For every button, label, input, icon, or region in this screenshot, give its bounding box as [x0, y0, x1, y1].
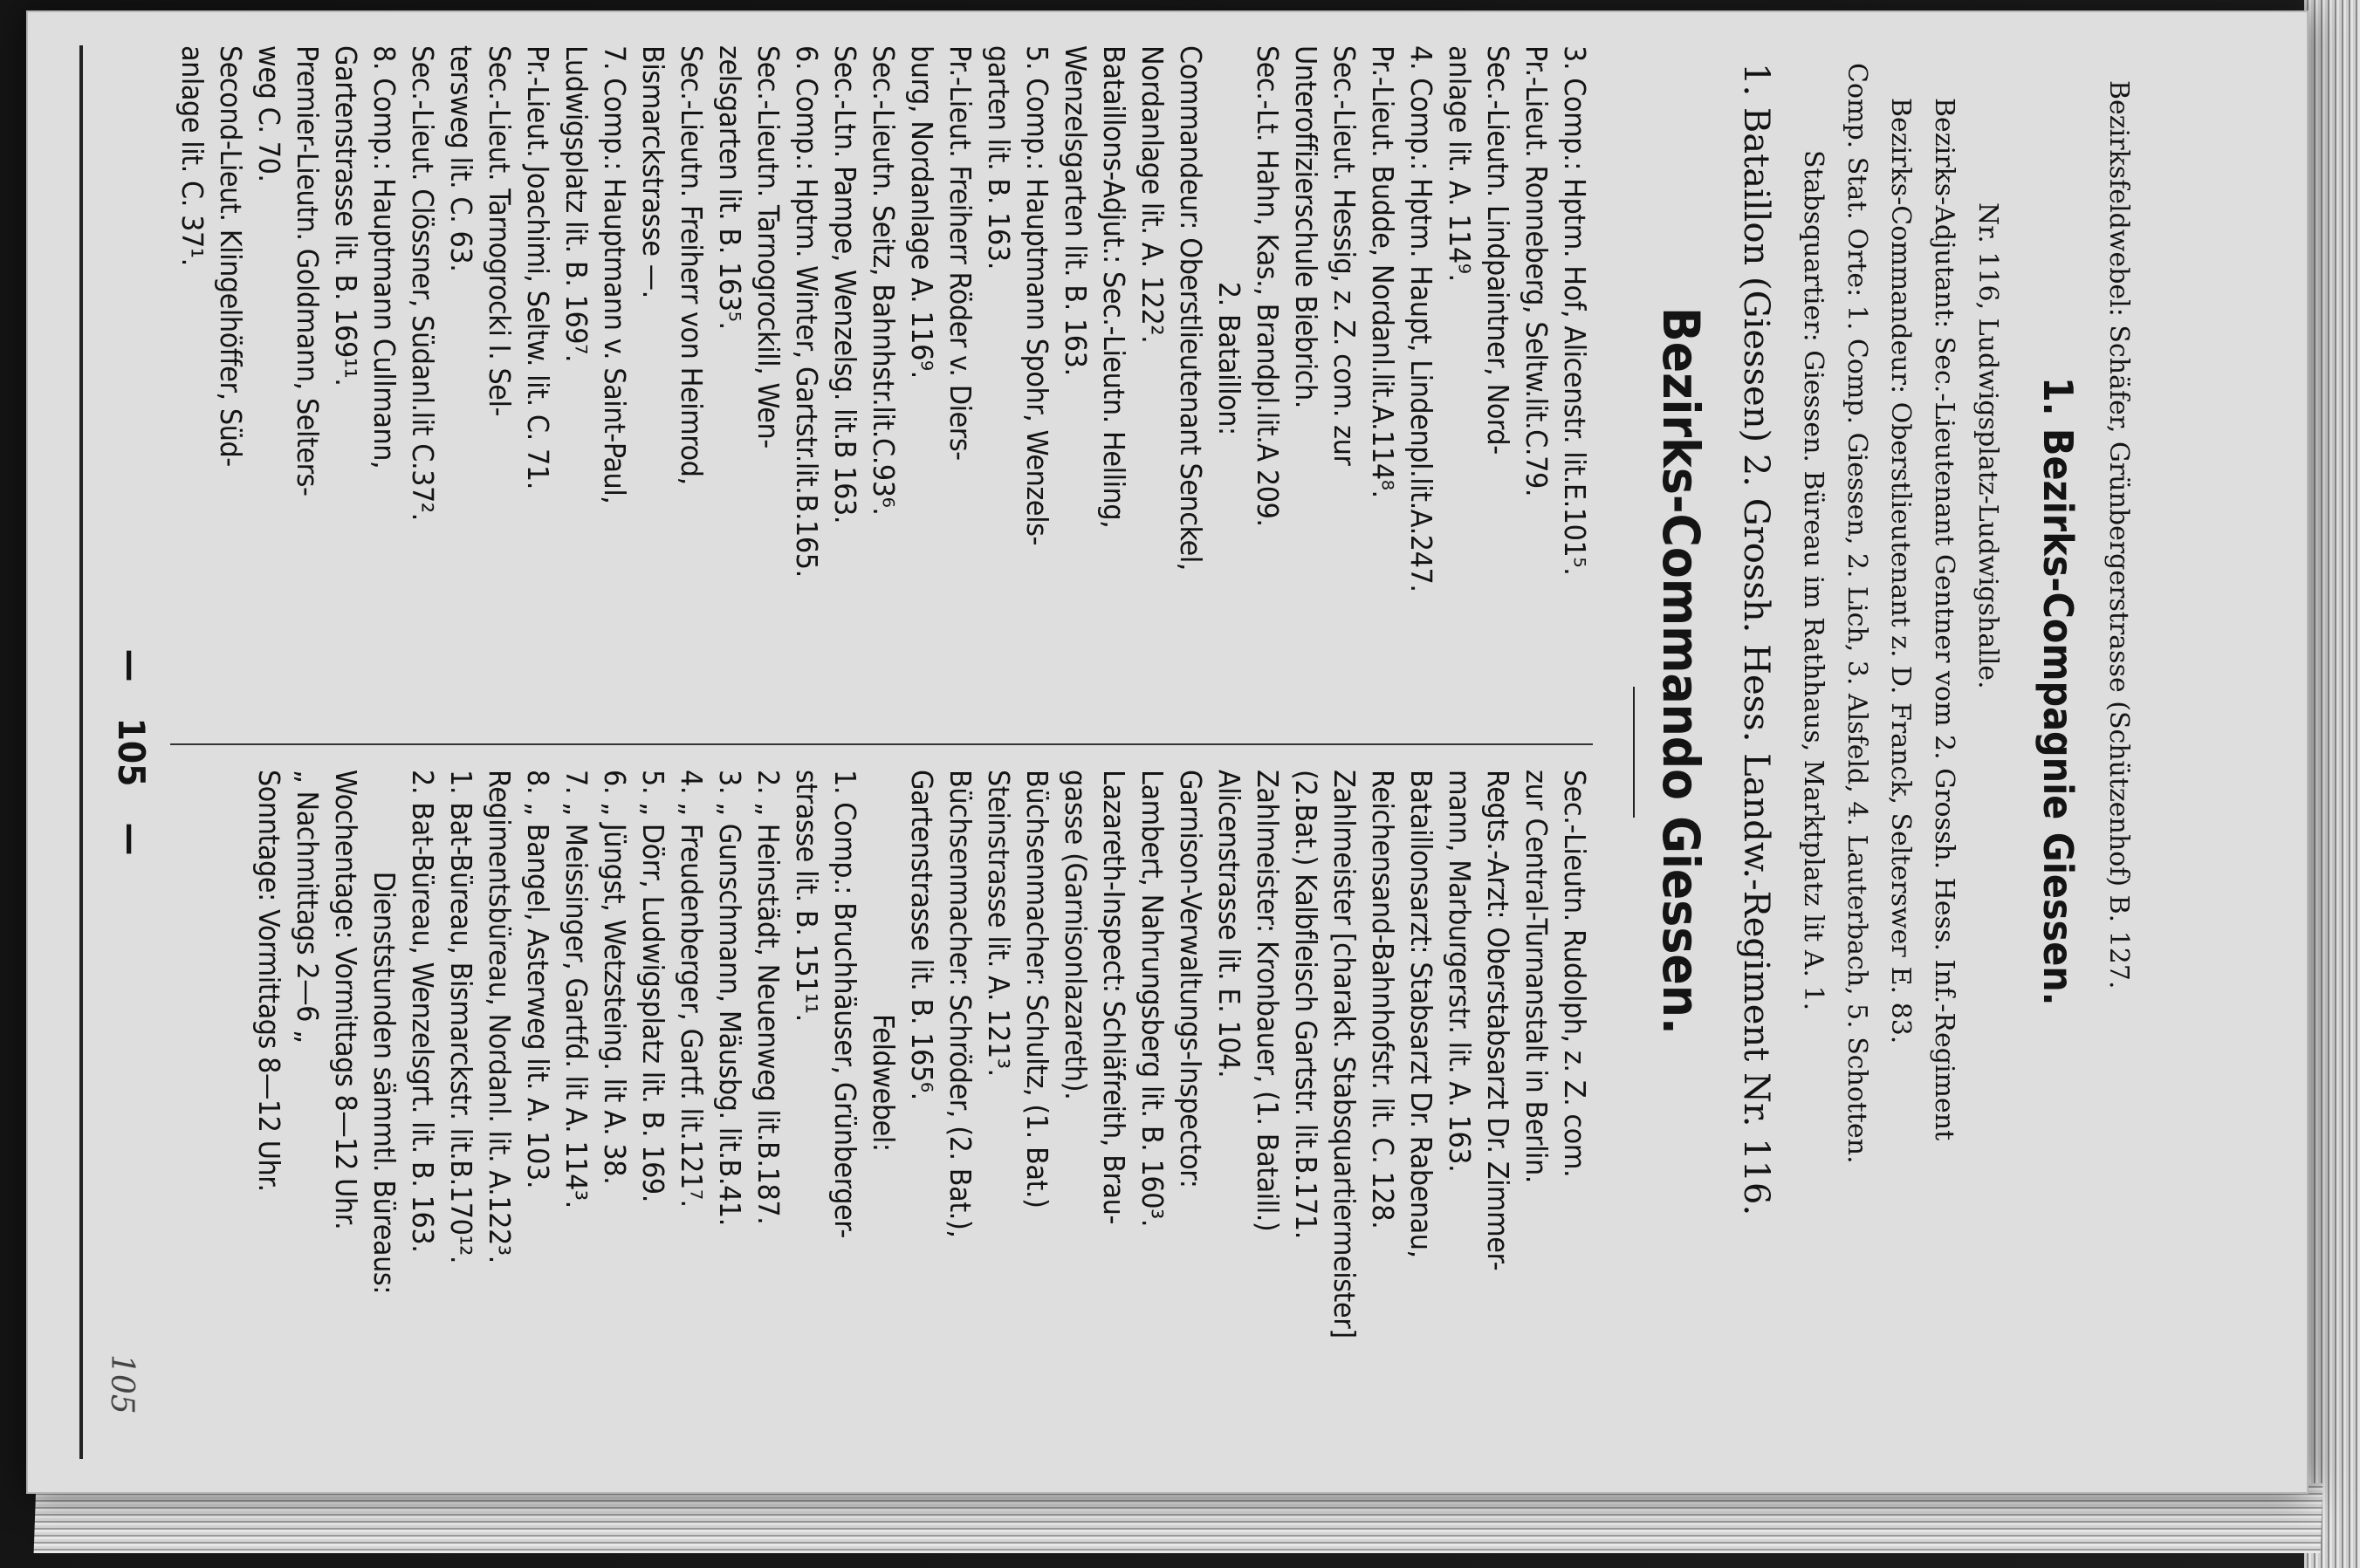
left-line: Sec.-Lieutn. Tarnogrockill, Wen-	[751, 45, 786, 448]
top-rule	[79, 45, 83, 1459]
page-header	[100, 45, 153, 1459]
book-page	[26, 10, 2309, 1494]
left-line: Sec.-Lieut. Clössner, Südanl.lit C.37².	[406, 45, 440, 521]
left-line: Bismarckstrasse —.	[636, 45, 670, 298]
right-line: Dienststunden sämmtl. Büreaus:	[367, 871, 401, 1294]
right-line: 4. „ Freudenberger, Gartf. lit.121⁷.	[675, 770, 709, 1208]
left-line: weg C. 70.	[252, 45, 286, 182]
left-line: Sec.-Lieut. Tarnogrocki I. Sel-	[483, 45, 517, 416]
right-line: strasse lit. B. 151¹¹.	[790, 770, 824, 1022]
left-line: 3. Comp.: Hptm. Hof, Alicenstr. lit.E.101⁵.	[1558, 45, 1592, 576]
left-line: anlage lit. C. 37¹.	[175, 45, 209, 266]
left-line: Bataillons-Adjut.: Sec.-Lieutn. Helling,	[1097, 45, 1131, 529]
comp-stat-line: Comp. Stat. Orte: 1. Comp. Giessen, 2. Lich, 3. Alsfeld, 4. Lauterbach, 5. Schotten.	[1842, 63, 1872, 1164]
right-line: 1. Bat-Büreau, Bismarckstr. lit.B.170¹².	[444, 770, 478, 1264]
left-line: Second-Lieut. Klingelhöffer, Süd-	[214, 45, 248, 467]
right-line: gasse (Garnisonlazareth).	[1059, 770, 1093, 1100]
left-line: 4. Comp.: Hptm. Haupt, Lindenpl.lit.A.247.	[1404, 45, 1438, 592]
bezirks-adjutant-line: Bezirks-Adjutant: Sec.-Lieutenant Gentner vom 2. Grossh. Hess. Inf.-Regiment	[1929, 98, 1959, 1141]
right-line: 1. Comp.: Bruchhäuser, Grünberger-	[828, 770, 862, 1238]
regiment-line: 1. Bataillon (Giessen) 2. Grossh. Hess. Landw.-Regiment Nr. 116.	[1736, 63, 1776, 1216]
right-column	[170, 770, 1593, 1450]
right-line: zur Central-Turnanstalt in Berlin.	[1520, 770, 1554, 1184]
bezirksfeldwebel-line: Bezirksfeldwebel: Schäfer, Grünbergerstrasse (Schützenhof) B. 127.	[2103, 80, 2134, 989]
left-line: 5. Comp.: Hauptmann Spohr, Wenzels-	[1020, 45, 1054, 545]
left-line: Premier-Lieutn. Goldmann, Selters-	[291, 45, 325, 496]
bezirks-adjutant-line-cont: Nr. 116, Ludwigsplatz-Ludwigshalle.	[1972, 202, 2003, 689]
left-line: Pr.-Lieut. Freiherr Röder v. Diers-	[943, 45, 978, 461]
left-line: Sec.-Lieutn. Seitz, Bahnhstr.lit.C.93⁶.	[867, 45, 901, 516]
right-line: Reichensand-Bahnhofstr. lit. C. 128.	[1366, 770, 1400, 1229]
section-rule	[1633, 687, 1635, 818]
right-line: Regimentsbüreau, Nordanl. lit. A.122³.	[483, 770, 517, 1263]
right-line: 2. Bat-Büreau, Wenzelsgrt. lit. B. 163.	[406, 770, 440, 1253]
left-line: Pr.-Lieut. Ronneberg, Seltw.lit.C.79.	[1520, 45, 1554, 497]
right-line: Zahlmeister: Kronbauer, (1. Bataill.)	[1251, 770, 1285, 1232]
page-content-area	[61, 45, 2282, 1459]
left-line: anlage lit. A. 114⁹.	[1443, 45, 1477, 282]
right-line: Zahlmeister [charakt. Stabsquartiermeister]	[1328, 770, 1362, 1339]
left-column	[170, 45, 1593, 726]
right-line: Sonntage: Vormittags 8—12 Uhr.	[252, 770, 286, 1192]
right-line: Feldwebel:	[867, 1013, 901, 1152]
section-title: Bezirks-Commando Giessen.	[1651, 307, 1711, 1035]
right-line: (2.Bat.) Kalbfleisch Gartstr. lit.B.171.	[1289, 770, 1323, 1239]
left-line: Pr.-Lieut. Joachimi, Seltw. lit. C. 71.	[521, 45, 555, 490]
right-line: Wochentage: Vormittags 8—12 Uhr.	[329, 770, 363, 1230]
left-line: 6. Comp.: Hptm. Winter, Gartstr.lit.B.165.	[790, 45, 824, 578]
left-line: 2. Bataillon:	[1212, 281, 1246, 435]
left-line: zelsgarten lit. B. 163⁵.	[713, 45, 747, 330]
right-line: Regts.-Arzt: Oberstabsarzt Dr. Zimmer-	[1481, 770, 1515, 1271]
right-line: Büchsenmacher: Schröder, (2. Bat.),	[943, 770, 978, 1238]
book-page-edges-right	[2304, 0, 2360, 1568]
left-line: Unteroffizierschule Biebrich.	[1289, 45, 1323, 408]
right-line: Sec.-Lieutn. Rudolph, z. Z. com.	[1558, 770, 1592, 1178]
right-line: Steinstrasse lit. A. 121³.	[982, 770, 1016, 1077]
page-number: 105	[110, 717, 153, 787]
right-line: 5. „ Dörr, Ludwigsplatz lit. B. 169.	[636, 770, 670, 1202]
right-line: 2. „ Heinstädt, Neuenweg lit.B.187.	[751, 770, 786, 1225]
left-line: Gartenstrasse lit. B. 169¹¹.	[329, 45, 363, 387]
right-line: 3. „ Gunschmann, Mäusbg. lit.B.41.	[713, 770, 747, 1226]
right-line: 7. „ Meissinger, Gartfd. lit A. 114³.	[559, 770, 593, 1209]
left-line: 8. Comp.: Hauptmann Cullmann,	[367, 45, 401, 469]
left-line: Nordanlage lit. A. 122².	[1135, 45, 1170, 344]
right-line: „ Nachmittags 2—6 „	[291, 770, 325, 1044]
right-line: Gartenstrasse lit. B. 165⁶.	[905, 770, 939, 1100]
right-line: Garnison-Verwaltungs-Inspector:	[1174, 770, 1208, 1188]
left-line: Ludwigsplatz lit. B. 169⁷.	[559, 45, 593, 363]
right-line: mann, Marburgerstr. lit. A. 163.	[1443, 770, 1477, 1173]
header-dash-right: —	[110, 822, 153, 856]
stabsquartier-line: Stabsquartier: Giessen. Büreau im Rathhaus, Marktplatz lit A. 1.	[1798, 150, 1828, 1011]
right-line: Lazareth-Inspect: Schläfreith, Brau-	[1097, 770, 1131, 1224]
right-line: 8. „ Bangel, Asterweg lit. A. 103.	[521, 770, 555, 1189]
bezirks-commandeur-line: Bezirks-Commandeur: Oberstlieutenant z. D. Franck, Selterswег E. 83.	[1885, 98, 1916, 1044]
left-line: tersweg lit. C. 63.	[444, 45, 478, 272]
rotated-text-block	[61, 45, 2282, 1459]
left-line: Pr.-Lieut. Budde, Nordanl.lit.A.114⁸.	[1366, 45, 1400, 498]
handwritten-page-note: 105	[104, 1354, 140, 1414]
right-line: Alicenstrasse lit. E. 104.	[1212, 770, 1246, 1078]
left-line: garten lit. B. 163.	[982, 45, 1016, 270]
header-dash-left: —	[110, 648, 153, 682]
left-line: Sec.-Lieutn. Lindpaintner, Nord-	[1481, 45, 1515, 455]
left-line: Wenzelsgarten lit. B. 163.	[1059, 45, 1093, 376]
book-page-edges-bottom	[34, 1483, 2323, 1553]
right-line: Bataillonsarzt: Stabsarzt Dr. Rabenau,	[1404, 770, 1438, 1258]
left-line: Sec.-Lieutn. Freiherr von Heimrod,	[675, 45, 709, 485]
column-divider	[170, 743, 1593, 745]
left-line: Sec.-Lieut. Hessig, z. Z. com. zur	[1328, 45, 1362, 466]
left-line: burg, Nordanlage A. 116⁹.	[905, 45, 939, 379]
right-line: Lambert, Nahrungsberg lit. B. 160³.	[1135, 770, 1170, 1228]
left-line: Commandeur: Oberstlieutenant Senckel,	[1174, 45, 1208, 571]
bezirks-commando-section	[1619, 45, 2282, 1459]
right-line: Büchsenmacher: Schultz, (1. Bat.)	[1020, 770, 1054, 1209]
left-line: 7. Comp.: Hauptmann v. Saint-Paul,	[598, 45, 632, 504]
subsection-title: 1. Bezirks-Compagnie Giessen.	[2034, 377, 2082, 1006]
right-line: 6. „ Jüngst, Wetzsteing. lit A. 38.	[598, 770, 632, 1185]
left-line: Sec.-Lt. Hahn, Kas., Brandpl.lit.A 209.	[1251, 45, 1285, 527]
left-line: Sec.-Ltn. Pampe, Wenzelsg. lit.B 163.	[828, 45, 862, 524]
